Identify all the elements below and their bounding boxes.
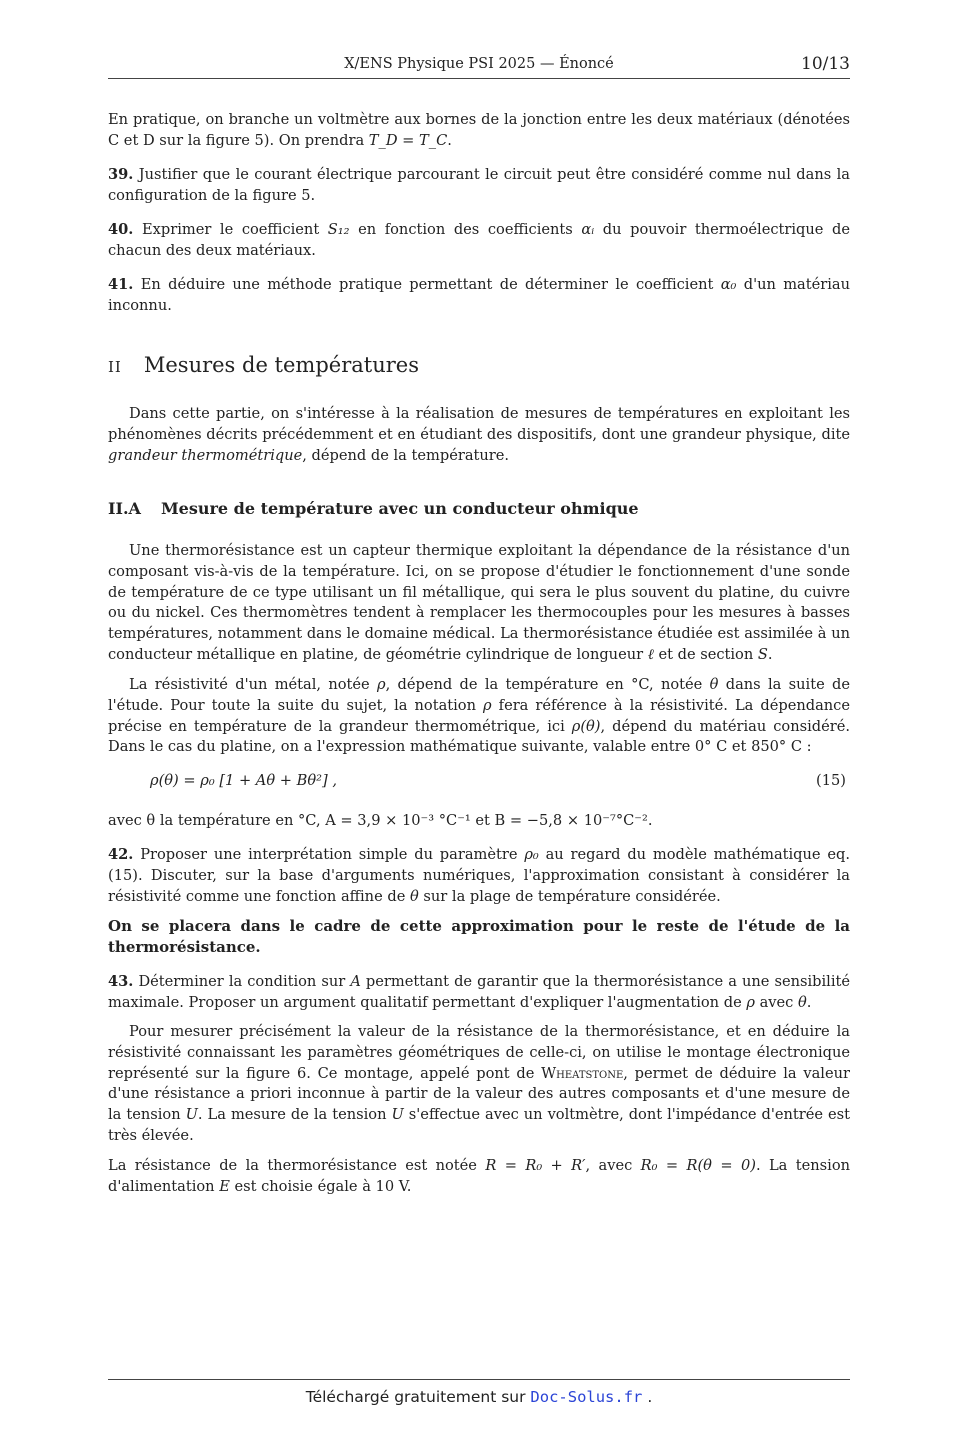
text: Déterminer la condition sur [133, 973, 351, 990]
text: . La mesure de la tension [197, 1106, 392, 1124]
text: Une thermorésistance est un capteur thermique exploitant la dépendance de la résistance d'un composant vis-à-vis de la température. Ici, on se propose d'étudier le fonctionnement d'une sonde de température de ce type utilisant un fil métallique, qui sera le plus souvent du platine, du cuivre ou du nickel. Ces thermomètres tendent à remplacer les thermocouples pour les mesures à basses températures, notamment dans le domaine médical. La thermorésistance étudiée est assimilée à un conducteur métallique en platine, de géométrie cylindrique de longueur [108, 542, 850, 663]
math: ρ(θ) [571, 717, 601, 735]
question-43: 43. Déterminer la condition sur A permettant de garantir que la thermorésistance a une sensibilité maximale. Proposer un argument qualitatif permettant d'expliquer l'augmentation de ρ avec θ. [108, 973, 850, 1011]
paragraph-intro: En pratique, on branche un voltmètre aux bornes de la jonction entre les deux matériaux (dénotées C et D sur la figure 5). On prendra T_D = T_C. [108, 111, 850, 149]
header-title: X/ENS Physique PSI 2025 — Énoncé [344, 56, 614, 72]
math: ℓ [647, 645, 654, 663]
proper-name: Wheatstone [541, 1064, 624, 1082]
text: du pouvoir thermoélectrique de chacun des deux matériaux. [108, 221, 850, 259]
math: ρ [377, 676, 386, 693]
page-footer [108, 1379, 850, 1406]
math: S₁₂ [327, 221, 350, 238]
paragraph-resistivity [108, 675, 850, 758]
section-heading [108, 353, 850, 377]
paragraph-after-equation: avec θ la température en °C, A = 3,9 × 10⁻³ °C⁻¹ et B = −5,8 × 10⁻⁷°C⁻². [108, 812, 653, 829]
question-42 [108, 845, 850, 907]
text: au regard du modèle mathématique eq. (15). Discuter, sur la base d'arguments numériques, l'approximation consistant à considérer la résistivité comme une fonction affine de [108, 846, 851, 905]
math: E [219, 1177, 230, 1195]
text: Exprimer le coefficient [133, 221, 328, 238]
text: en fonction des coefficients [349, 221, 582, 238]
text: permettant de garantir que la thermorésistance a une sensibilité maximale. Proposer un argument qualitatif permettant d'expliquer l'augmentation de [108, 973, 850, 1011]
text: , dépend de la température en °C, notée [385, 676, 710, 693]
text: Proposer une interprétation simple du paramètre [133, 846, 525, 863]
question-number: 40. [108, 221, 134, 238]
text: est choisie égale à 10 V. [229, 1177, 412, 1195]
math: θ [409, 887, 419, 905]
text: La résistance de la thermorésistance est notée [108, 1157, 486, 1174]
subsection-number: II.A [108, 499, 141, 518]
question-number: 43. [108, 973, 134, 990]
question-number: 39. [108, 166, 134, 183]
text: fera référence à la résistivité. La dépendance précise en température de la grandeur thermométrique, ici [108, 696, 850, 735]
text: , dépend de la température. [302, 446, 510, 464]
math-td-tc: T_D = T_C [368, 131, 448, 149]
text: d'un matériau inconnu. [108, 276, 850, 314]
page-header [108, 54, 850, 79]
text: s'effectue avec un voltmètre, dont l'impédance d'entrée est très élevée. [108, 1106, 850, 1144]
text: avec [754, 993, 798, 1011]
page-number: 10/13 [801, 54, 850, 74]
footer-label: Téléchargé gratuitement sur [305, 1388, 531, 1406]
math: ρ₀ [524, 846, 539, 863]
math: θ [709, 676, 719, 693]
text: En déduire une méthode pratique permettant de déterminer le coefficient [133, 276, 721, 293]
doc-solus-link[interactable]: Doc-Solus.fr [530, 1388, 643, 1406]
question-39 [108, 165, 850, 207]
text: dans la suite de l'étude. Pour toute la suite du sujet, la notation [108, 676, 850, 714]
math: U [185, 1106, 198, 1124]
text: , avec [585, 1157, 641, 1174]
text: Pour mesurer précisément la valeur de la résistance de la thermorésistance, et en déduire la résistivité connaissant les paramètres géométriques de celle-ci, on utilise le montage électronique représenté sur la figure 6. Ce montage, appelé pont de [108, 1023, 850, 1082]
question-number: 41. [108, 276, 134, 293]
paragraph-wheatstone [108, 1022, 850, 1147]
math: ρ [746, 993, 755, 1011]
text: , permet de déduire la valeur d'une résistance a priori inconnue à partir de la valeur des autres composants et d'une mesure de la tension [108, 1064, 850, 1124]
math: α₀ [720, 276, 737, 293]
math: U [391, 1106, 404, 1124]
text: et de section [653, 645, 758, 663]
question-40 [108, 220, 850, 262]
emphasis: grandeur thermométrique [108, 446, 303, 464]
math: R = R₀ + R′ [485, 1157, 586, 1174]
text: , dépend du matériau considéré. Dans le cas du platine, on a l'expression mathématique suivante, valable entre 0° C et 850° C : [108, 717, 850, 756]
approximation-note: On se placera dans le cadre de cette approximation pour le reste de l'étude de la thermorésistance. [108, 917, 850, 956]
paragraph-resistance-notation [108, 1156, 850, 1198]
equation-body: ρ(θ) = ρ₀ [1 + Aθ + Bθ²] , [150, 772, 337, 789]
section-number: II [108, 358, 122, 376]
question-text: Justifier que le courant électrique parcourant le circuit peut être considéré comme nul dans la configuration de la figure 5. [108, 166, 850, 204]
text: Dans cette partie, on s'intéresse à la réalisation de mesures de températures en exploitant les phénomènes décrits précédemment et en étudiant des dispositifs, dont une grandeur physique, dite [108, 405, 850, 443]
paragraph-thermoresistance: Une thermorésistance est un capteur thermique exploitant la dépendance de la résistance d'un composant vis-à-vis de la température. Ici, on se propose d'étudier le fonctionnement d'une sonde de température de ce type utilisant un fil métallique, qui sera le plus souvent du platine, du cuivre ou du nickel. Ces thermomètres tendent à remplacer les thermocouples pour les mesures à basses températures, notamment dans le domaine médical. La thermorésistance étudiée est assimilée à un conducteur métallique en platine, de géométrie cylindrique de longueur ℓ et de section S. [108, 542, 850, 663]
math: S [757, 645, 768, 663]
equation-number: (15) [816, 772, 846, 789]
text: . La tension d'alimentation [108, 1157, 851, 1195]
section-title: Mesures de températures [143, 353, 419, 377]
math: A [350, 973, 361, 990]
subsection-title: Mesure de température avec un conducteur ohmique [160, 499, 639, 518]
math: θ [797, 993, 807, 1011]
paragraph-section-intro [108, 404, 850, 466]
footer-end: . [642, 1388, 653, 1406]
text: En pratique, on branche un voltmètre aux bornes de la jonction entre les deux matériaux (dénotées C et D sur la figure 5). On prendra [108, 111, 850, 149]
math: αᵢ [581, 221, 595, 238]
math: ρ [483, 696, 492, 714]
math: R₀ = R(θ = 0) [640, 1157, 756, 1174]
footer-text [108, 1388, 850, 1406]
question-number: 42. [108, 846, 134, 863]
subsection-heading [108, 499, 850, 518]
text: sur la plage de température considérée. [418, 887, 721, 905]
text: La résistivité d'un métal, notée [129, 676, 377, 693]
question-41 [108, 275, 850, 317]
